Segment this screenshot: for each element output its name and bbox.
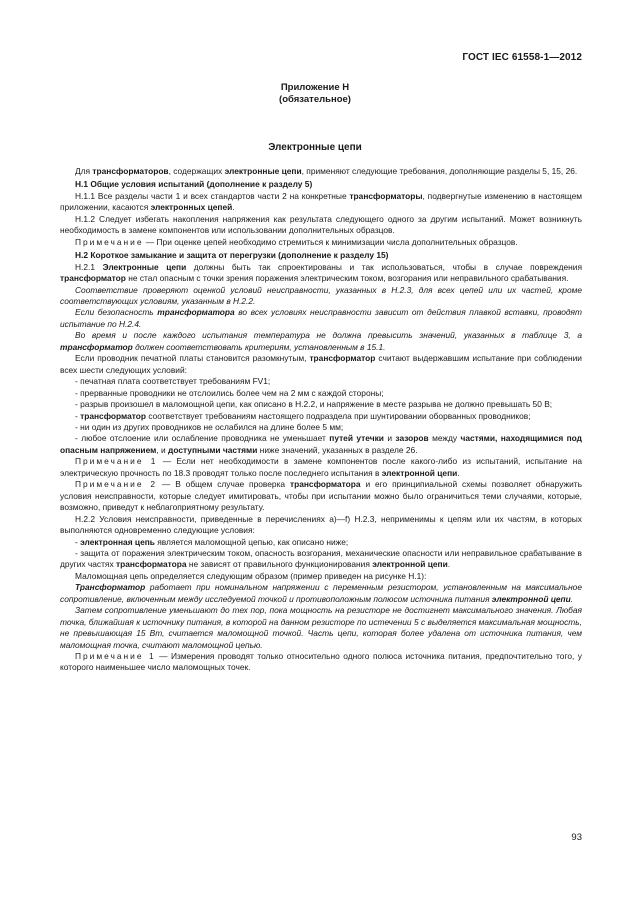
text: , содержащих: [168, 166, 225, 176]
text: во всех условиях неисправности зависит от действия плавкой вставки, проводят испытание по Н.2.4.: [60, 307, 583, 329]
list-item: [60, 537, 582, 548]
term-hazardous-parts: частями, находящимися под опасным напряжением: [60, 433, 582, 455]
text: — Измерения проводят только относительно одного полюса источника питания, предпочтительно того, у которого наименьшее число маломощных точек.: [60, 651, 582, 673]
term-transformer: трансформатора: [157, 307, 235, 318]
note-label: Примечание 2: [75, 479, 158, 490]
text: Если безопасность: [75, 307, 158, 318]
term-electronic-circuits: электронные цепи: [224, 166, 302, 176]
term-transformer: Трансформатор: [75, 582, 146, 593]
text: .: [570, 593, 574, 604]
note-label: Примечание 1: [75, 651, 156, 662]
text: является маломощной цепью, как описано ниже;: [154, 536, 349, 547]
page-number: 93: [571, 832, 582, 843]
paragraph-n11: [60, 191, 582, 214]
text: -: [75, 536, 81, 547]
term-electronic-circuit: электронной цепи: [372, 559, 448, 570]
list-item: - печатная плата соответствует требованиям FV1;: [75, 376, 271, 387]
text: соответствует требованиям настоящего подраздела при шунтировании оборванных проводников;: [146, 410, 531, 421]
text: -: [75, 410, 81, 421]
compliance-paragraph: Соответствие проверяют оценкой условий неисправности, указанных в Н.2.3, для всех цепей или их частей, кроме соответствующих условиям, указанным в Н.2.2.: [60, 284, 582, 306]
text: ниже значений, указанных в разделе 26.: [257, 444, 418, 455]
resistance-paragraph: Затем сопротивление уменьшают до тех пор, пока мощность на резисторе не достигнет максимального значения. Любая точка, ближайшая к источнику питания, в которой на данном резисторе по истечении 5 с выделяется максимальная мощность, не превышающая 15 Вт, считается маломощной точкой. Часть цепи, которая более удалена от источника питания, чем маломощная точка, считают маломощной цепью.: [60, 605, 582, 650]
intro-paragraph: [60, 166, 582, 177]
note-final: [60, 651, 582, 674]
term-transformers: трансформаторов: [92, 166, 169, 176]
paragraph-n12: Н.1.2 Следует избегать накопления напряжения как результата следующего одного за другим испытаний. Может возникнуть необходимость в замене компонентов или использовании дополнительных образцов.: [60, 213, 582, 236]
list-item: - ни один из других проводников не ослабился на длине более 5 мм;: [75, 421, 344, 432]
text: работает при номинальном напряжении с переменным резистором, установленным на максимальное сопротивление, включенным между исследуемой точкой и противоположным полюсом источника питания: [60, 582, 582, 604]
text: Во время и после каждого испытания температура не должна превысить значений, указанных в таблице 3, а: [75, 330, 582, 341]
note-2: [60, 479, 582, 513]
heading-n2: Н.2 Короткое замыкание и защита от перегрузки (дополнение к разделу 15): [75, 250, 389, 261]
text: Для: [75, 166, 93, 176]
text: - любое отслоение или ослабление проводника не уменьшает: [75, 433, 330, 444]
term-accessible-parts: доступными частями: [168, 444, 258, 455]
text: не стал опасным с точки зрения поражения электрическим током, возгорания или неправильного срабатывания.: [125, 273, 569, 284]
procedure-paragraph: [60, 582, 582, 605]
term-transformer: трансформатор: [309, 353, 376, 364]
temperature-paragraph: [60, 330, 582, 353]
note-label: Примечание: [75, 236, 144, 247]
text: — Если нет необходимости в замене компонентов после какого-либо из испытаний, испытание на электрическую прочность по 18.3 проводят только после последнего испытания в: [60, 456, 582, 478]
term-transformers: трансформаторы: [349, 190, 423, 201]
term-creepage: путей утечки: [329, 433, 384, 444]
list-item: [60, 411, 582, 422]
appendix-title: Приложение Н: [280, 82, 350, 93]
text: .: [457, 467, 460, 478]
text: не зависят от правильного функционирования: [186, 559, 373, 570]
text: Если проводник печатной платы становится разомкнутым,: [75, 353, 310, 364]
text: должны быть так спроектированы и так использоваться, чтобы в случае повреждения: [186, 261, 582, 272]
text: считают выдержавшим испытание при соблюдении всех шести следующих условий:: [60, 353, 582, 375]
pcb-paragraph: [60, 353, 582, 376]
note-label: Примечание 1: [75, 456, 158, 467]
text: .: [232, 202, 235, 213]
text: и: [383, 433, 396, 444]
fuse-paragraph: [60, 307, 582, 330]
term-electronic-circuit: электронная цепь: [80, 536, 155, 547]
term-transformer: трансформатора: [289, 479, 361, 490]
text: Н.2.1: [75, 261, 103, 272]
text: — В общем случае проверка: [157, 479, 290, 490]
heading-n1: Н.1 Общие условия испытаний (дополнение к разделу 5): [75, 179, 313, 190]
list-item: [60, 548, 582, 571]
paragraph-n21: [60, 262, 582, 285]
note-n1: [60, 237, 582, 248]
term-transformer: трансформатор: [80, 410, 147, 421]
low-power-definition: Маломощная цепь определяется следующим образом (пример приведен на рисунке Н.1):: [75, 570, 427, 581]
list-item: [60, 433, 582, 456]
document-body: [60, 166, 582, 674]
text: и его принципиальной схемы позволяет обнаружить условия неисправности, которые следует имитировать, чтобы при испытании можно было ограничиться теми случаями, которые, возможно, приведут к неблагоприятному результату.: [60, 479, 582, 513]
term-electronic-circuits: Электронные цепи: [102, 261, 187, 272]
term-electronic-circuits: электронных цепей: [150, 202, 233, 213]
document-code-header: ГОСТ IEC 61558-1—2012: [462, 52, 582, 63]
list-item: - разрыв произошел в маломощной цепи, как описано в Н.2.2, и напряжение в месте разрыва не должно превышать 50 В;: [75, 399, 553, 410]
appendix-heading: [0, 82, 630, 106]
text: .: [447, 559, 451, 570]
text: Н.1.1 Все разделы части 1 и всех стандартов части 2 на конкретные: [75, 190, 350, 201]
list-item: - прерванные проводники не отслоились более чем на 2 мм с каждой стороны;: [75, 387, 384, 398]
text: , подвергнутые изменению в настоящем приложении, касаются: [60, 190, 582, 213]
appendix-subtitle: (обязательное): [279, 94, 351, 105]
term-transformer: трансформатор: [60, 273, 126, 284]
paragraph-n22: Н.2.2 Условия неисправности, приведенные в перечислениях а)—f) Н.2.3, неприменимы к цепям или их частям, в которых выполняются одновременно следующие условия:: [60, 513, 582, 536]
term-transformer: трансформатор: [60, 341, 133, 352]
text: должен соответствовать критериям, установленным в 15.1.: [132, 341, 386, 352]
text: между: [428, 433, 461, 444]
term-clearances: зазоров: [395, 433, 429, 444]
section-title: Электронные цепи: [268, 142, 362, 153]
note-1: [60, 456, 582, 479]
text: — При оценке цепей необходимо стремиться к минимизации числа дополнительных образцов.: [143, 236, 518, 247]
term-electronic-circuit: электронной цепи: [491, 593, 571, 604]
term-transformer: трансформатора: [115, 559, 187, 570]
text: , и: [156, 444, 168, 455]
term-electronic-circuit: электронной цепи: [381, 467, 458, 478]
text: - защита от поражения электрическим током, опасность возгорания, механические опасности или неправильное срабатывание в других частях: [60, 547, 582, 570]
text: , применяют следующие требования, дополняющие разделы 5, 15, 26.: [301, 166, 578, 176]
